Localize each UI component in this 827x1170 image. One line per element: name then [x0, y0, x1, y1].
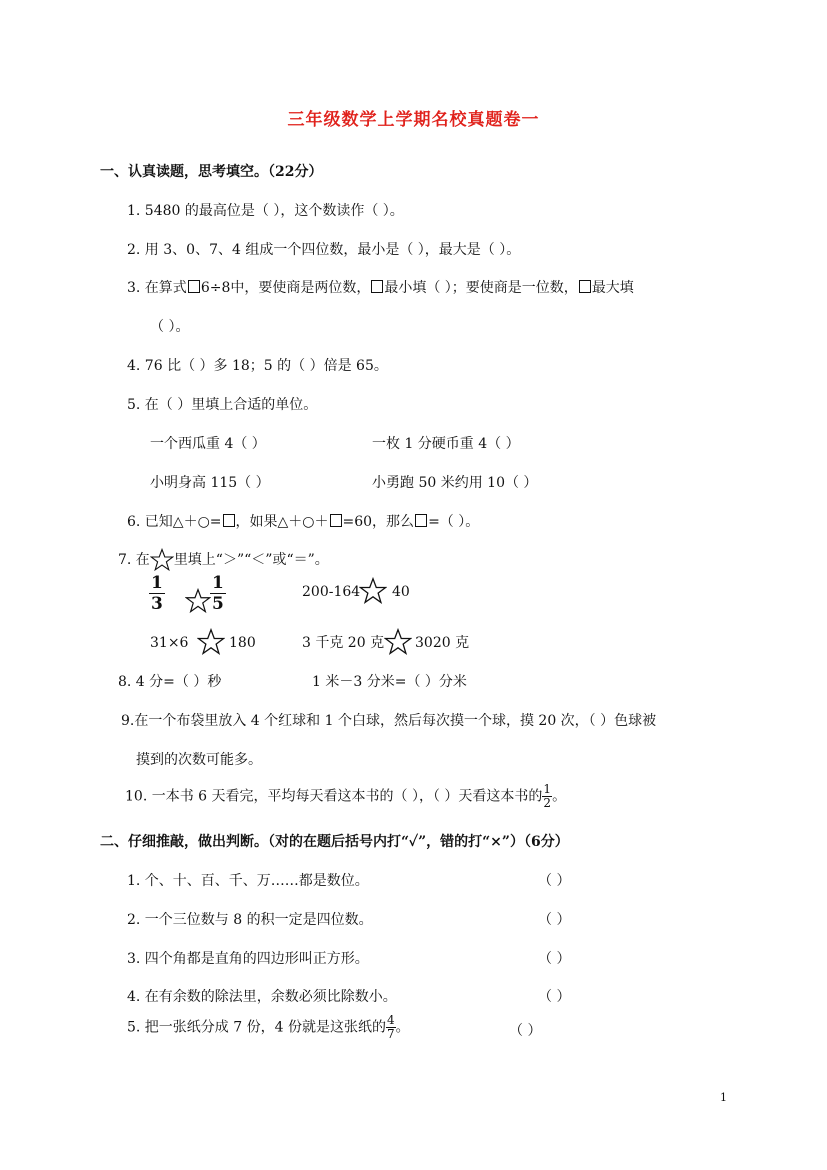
q6-tail: =（ ）。 [428, 514, 480, 530]
question-8-b: 1 米－3 分米=（ ）分米 [312, 674, 467, 690]
q7-compare-c-right: 180 [229, 635, 256, 651]
q7-suffix: 里填上“＞”“＜”或“＝”。 [173, 552, 329, 568]
q6-mid: ，如果△＋○＋ [235, 514, 329, 530]
star-icon [359, 577, 387, 605]
page-title: 三年级数学上学期名校真题卷一 [287, 110, 540, 130]
judge-item-5-end: 。 [395, 1019, 410, 1036]
page-number: 1 [720, 1091, 727, 1104]
star-icon [185, 588, 211, 614]
judge-answer-paren-5[interactable]: （ ） [509, 1023, 542, 1039]
q3-prefix: 3. 在算式 [127, 280, 187, 296]
fraction-numerator: 1 [543, 782, 552, 796]
question-3 [127, 279, 634, 297]
q7-fraction-one-third [149, 573, 165, 614]
q6-end: =60，那么 [342, 514, 415, 530]
q10-fraction [542, 783, 552, 810]
box-icon [223, 514, 235, 527]
judge-item-1: 1. 个、十、百、千、万……都是数位。 [127, 873, 369, 889]
judge-item-5-text: 5. 把一张纸分成 7 份，4 份就是这张纸的 [127, 1019, 386, 1036]
question-2: 2. 用 3、0、7、4 组成一个四位数，最小是（ ），最大是（ ）。 [127, 242, 521, 258]
section1-heading: 一、认真读题，思考填空。（22分） [100, 164, 323, 180]
box-icon [371, 280, 383, 293]
question-9-line2: 摸到的次数可能多。 [136, 752, 262, 768]
judge-item-3: 3. 四个角都是直角的四边形叫正方形。 [127, 951, 369, 967]
question-1: 1. 5480 的最高位是（ ），这个数读作（ ）。 [127, 203, 404, 219]
q5-item-c: 小明身高 115（ ） [150, 475, 270, 491]
q6-prefix: 6. 已知△＋○= [127, 514, 222, 530]
box-icon [330, 514, 342, 527]
question-5: 5. 在（ ）里填上合适的单位。 [127, 397, 318, 413]
star-icon [384, 628, 412, 656]
q7-compare-b-right: 40 [392, 584, 410, 600]
q5-item-d: 小勇跑 50 米约用 10（ ） [372, 475, 538, 491]
fraction-denominator: 2 [543, 796, 552, 810]
question-7 [118, 548, 329, 572]
question-6 [127, 513, 479, 531]
q7-prefix: 7. 在 [118, 552, 150, 568]
q7-compare-d-left: 3 千克 20 克 [302, 635, 385, 651]
q7-compare-b-left: 200-164 [302, 584, 361, 600]
judge-answer-paren-4[interactable]: （ ） [538, 989, 571, 1005]
q3-text-a: 中，要使商是两位数， [230, 280, 371, 296]
judge-item-2: 2. 一个三位数与 8 的积一定是四位数。 [127, 912, 373, 928]
box-icon [415, 514, 427, 527]
q3-text-b: 最小填（ ）；要使商是一位数， [384, 280, 578, 296]
judge-item-4: 4. 在有余数的除法里，余数必须比除数小。 [127, 989, 397, 1005]
judge-item-5-fraction [386, 1014, 396, 1041]
fraction-denominator: 7 [386, 1027, 395, 1041]
fraction-numerator: 1 [212, 573, 224, 593]
section2-heading: 二、仔细推敲，做出判断。（对的在题后括号内打“✓”，错的打“×”）（6分） [100, 834, 569, 850]
q5-item-b: 一枚 1 分硬币重 4（ ） [372, 436, 520, 452]
q7-compare-c-left: 31×6 [150, 635, 189, 651]
box-icon [188, 280, 200, 293]
fraction-numerator: 4 [386, 1013, 395, 1027]
fraction-denominator: 3 [151, 594, 163, 614]
q10-end: 。 [552, 788, 567, 805]
q3-text-c: 最大填 [591, 280, 634, 296]
q5-item-a: 一个西瓜重 4（ ） [150, 436, 266, 452]
judge-answer-paren-2[interactable]: （ ） [538, 912, 571, 928]
q10-text: 10. 一本书 6 天看完，平均每天看这本书的（ ），（ ）天看这本书的 [125, 788, 543, 805]
question-10 [125, 783, 566, 810]
star-icon [197, 628, 225, 656]
fraction-denominator: 5 [212, 594, 224, 614]
q3-expr: 6÷8 [200, 280, 231, 296]
question-3-cont: （ ）。 [150, 319, 190, 335]
box-icon [579, 280, 591, 293]
judge-answer-paren-3[interactable]: （ ） [538, 951, 571, 967]
fraction-numerator: 1 [151, 573, 163, 593]
q7-fraction-one-fifth [210, 573, 226, 614]
star-icon [150, 548, 174, 572]
judge-item-5 [127, 1014, 410, 1041]
question-9-line1: 9.在一个布袋里放入 4 个红球和 1 个白球，然后每次摸一个球，摸 20 次，（ ）色球被 [121, 713, 657, 729]
q7-compare-d-right: 3020 克 [415, 635, 470, 651]
question-4: 4. 76 比（ ）多 18；5 的（ ）倍是 65。 [127, 358, 388, 374]
judge-answer-paren-1[interactable]: （ ） [538, 873, 571, 889]
question-8-a: 8. 4 分=（ ）秒 [118, 674, 222, 690]
